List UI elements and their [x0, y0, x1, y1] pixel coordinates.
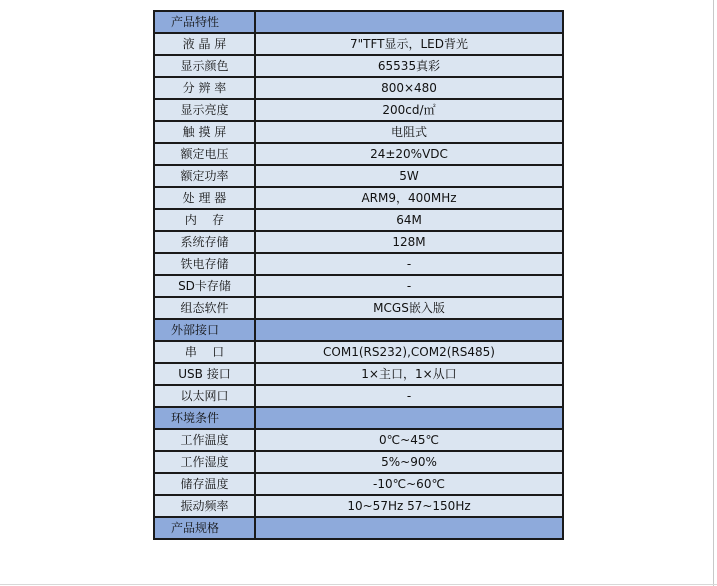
section-header-row: [154, 319, 563, 341]
spec-value: 800×480: [255, 77, 563, 99]
spec-label: 液 晶 屏: [154, 33, 255, 55]
spec-label: 分 辨 率: [154, 77, 255, 99]
spec-row: [154, 165, 563, 187]
spec-label: 系统存储: [154, 231, 255, 253]
section-header-row: [154, 517, 563, 539]
section-filler-cell: [255, 407, 563, 429]
spec-label: 处 理 器: [154, 187, 255, 209]
spec-value: COM1(RS232),COM2(RS485): [255, 341, 563, 363]
spec-label: 内 存: [154, 209, 255, 231]
spec-value: 10~57Hz 57~150Hz: [255, 495, 563, 517]
spec-row: [154, 363, 563, 385]
spec-value: 电阻式: [255, 121, 563, 143]
spec-label: 额定电压: [154, 143, 255, 165]
page-frame-right: [713, 0, 714, 586]
section-title: 环境条件: [154, 407, 255, 429]
spec-row: [154, 209, 563, 231]
spec-value: 5%~90%: [255, 451, 563, 473]
spec-label: 以太网口: [154, 385, 255, 407]
spec-value: ARM9，400MHz: [255, 187, 563, 209]
spec-value: 0℃~45℃: [255, 429, 563, 451]
spec-value: 65535真彩: [255, 55, 563, 77]
section-filler-cell: [255, 11, 563, 33]
spec-row: [154, 187, 563, 209]
section-header-row: [154, 11, 563, 33]
spec-value: -: [255, 385, 563, 407]
spec-row: [154, 495, 563, 517]
spec-label: 额定功率: [154, 165, 255, 187]
section-title: 产品特性: [154, 11, 255, 33]
spec-label: 储存温度: [154, 473, 255, 495]
spec-row: [154, 429, 563, 451]
spec-label: 组态软件: [154, 297, 255, 319]
spec-value: 1×主口，1×从口: [255, 363, 563, 385]
spec-row: [154, 253, 563, 275]
spec-row: [154, 99, 563, 121]
spec-label: 显示颜色: [154, 55, 255, 77]
spec-value: 200cd/㎡: [255, 99, 563, 121]
spec-row: [154, 77, 563, 99]
spec-value: 64M: [255, 209, 563, 231]
spec-value: 7"TFT显示，LED背光: [255, 33, 563, 55]
spec-label: 触 摸 屏: [154, 121, 255, 143]
spec-row: [154, 275, 563, 297]
spec-row: [154, 473, 563, 495]
spec-row: [154, 385, 563, 407]
spec-value: -: [255, 275, 563, 297]
spec-row: [154, 121, 563, 143]
section-title: 外部接口: [154, 319, 255, 341]
spec-value: 5W: [255, 165, 563, 187]
spec-row: [154, 231, 563, 253]
spec-row: [154, 451, 563, 473]
section-filler-cell: [255, 319, 563, 341]
spec-value: MCGS嵌入版: [255, 297, 563, 319]
spec-label: SD卡存储: [154, 275, 255, 297]
spec-row: [154, 55, 563, 77]
spec-row: [154, 297, 563, 319]
spec-label: 工作湿度: [154, 451, 255, 473]
section-filler-cell: [255, 517, 563, 539]
spec-table-body: [154, 11, 563, 539]
spec-label: 振动频率: [154, 495, 255, 517]
page-frame-bottom: [0, 584, 717, 585]
spec-label: 串 口: [154, 341, 255, 363]
spec-table: [153, 10, 564, 540]
spec-label: USB 接口: [154, 363, 255, 385]
spec-value: -: [255, 253, 563, 275]
spec-row: [154, 33, 563, 55]
spec-value: 128M: [255, 231, 563, 253]
spec-row: [154, 341, 563, 363]
spec-label: 显示亮度: [154, 99, 255, 121]
spec-label: 铁电存储: [154, 253, 255, 275]
spec-label: 工作温度: [154, 429, 255, 451]
spec-value: 24±20%VDC: [255, 143, 563, 165]
spec-row: [154, 143, 563, 165]
section-title: 产品规格: [154, 517, 255, 539]
section-header-row: [154, 407, 563, 429]
spec-value: -10℃~60℃: [255, 473, 563, 495]
